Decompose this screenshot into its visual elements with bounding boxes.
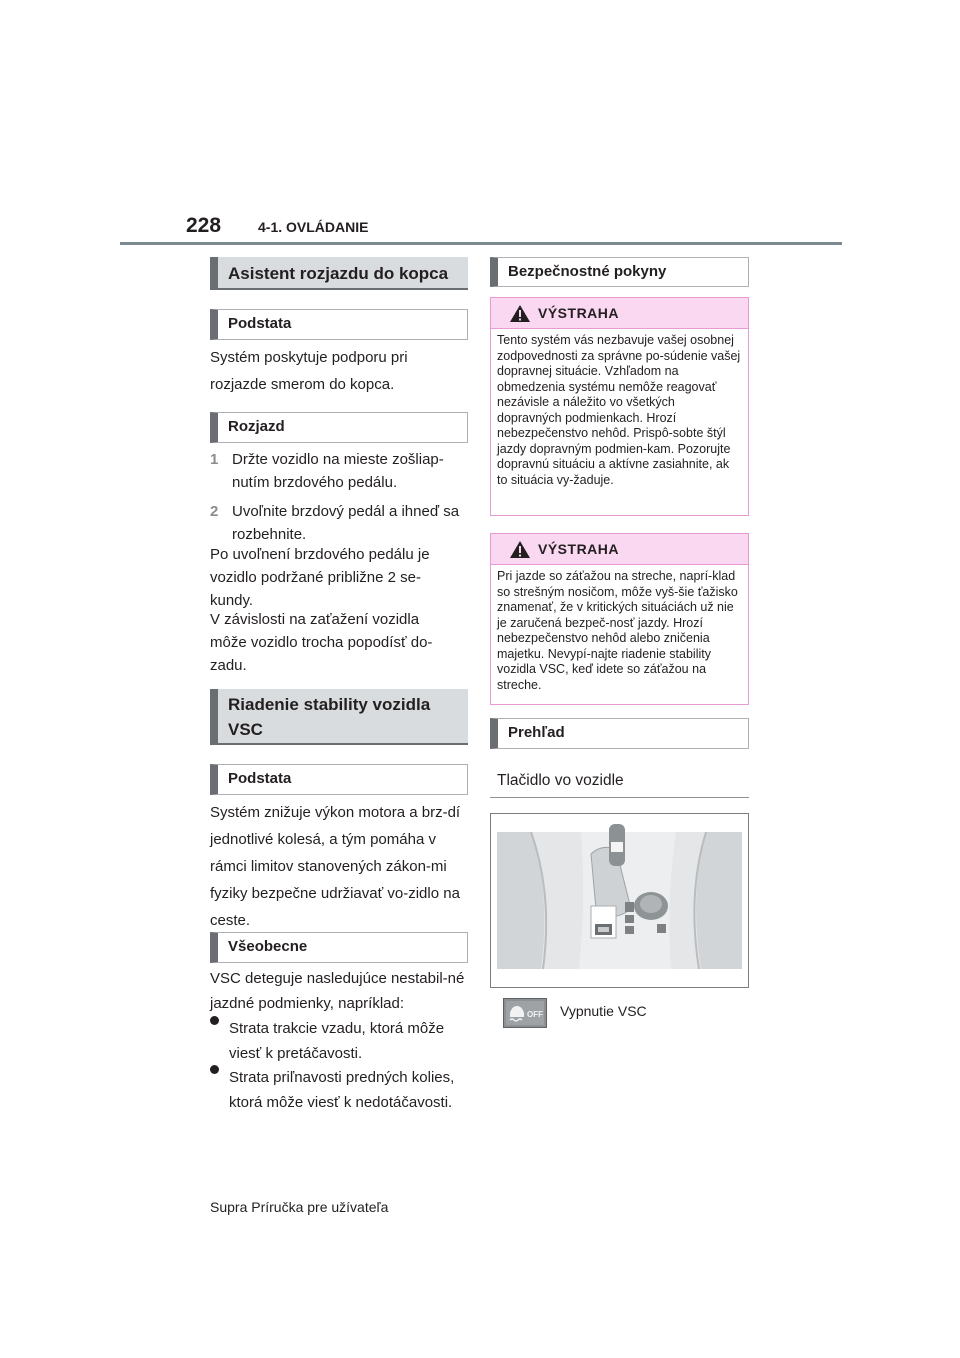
center-console-illustration: [491, 814, 748, 987]
warning-text: Pri jazde so záťažou na streche, naprí-klad so strešným nosičom, môže vyš-šie ťažisko znamenať, že v kritických situáciách už nie je zaručená bezpeč-nosť jazdy. Hrozí nebezpečenstvo nehôd alebo zničenia majetku. Nevypí-najte riadenie stability vozidla VSC, keď idete so záťažou na streche.: [497, 569, 738, 692]
vseobecne-text: VSC deteguje nasledujúce nestabil-né jazdné podmienky, napríklad:: [210, 970, 465, 1012]
footer-manual-title: Supra Príručka pre užívateľa: [210, 1199, 389, 1215]
warning-text: Tento systém vás nezbavuje vašej osobnej zodpovednosti za správne po-súdenie vašej dopravnej situácie. Vzhľadom na obmedzenia systému nemôže reagovať nezávisle a náležito vo všetkých dopravných podmienkach. Hrozí nebezpečenstvo nehôd. Prispô-sobte štýl jazdy dopravným podmien-kam. Pozorujte dopravnú situáciu a aktívne zasiahnite, ak to situácia vy-žaduje.: [497, 333, 741, 487]
warning-triangle-icon: [509, 540, 531, 559]
bullet-item: Strata priľnavosti predných kolies, ktorá môže viesť k nedotáčavosti.: [210, 1065, 472, 1115]
step-number: 1: [210, 451, 219, 468]
bullet-icon: [210, 1065, 219, 1074]
warning-label: VÝSTRAHA: [538, 541, 620, 557]
vsc-off-caption: Vypnutie VSC: [560, 1003, 647, 1019]
section-title-vsc: Riadenie stability vozidla VSC: [210, 689, 468, 745]
subsection-title-podstata-vsc: Podstata: [210, 764, 468, 795]
step-text: Držte vozidlo na mieste zošliap-nutím brzdového pedálu.: [232, 451, 444, 491]
off-text: OFF: [527, 1010, 543, 1019]
step-2: [210, 500, 468, 546]
warning-header: [491, 298, 748, 329]
paragraph-hold-time: Po uvoľnení brzdového pedálu je vozidlo podržané približne 2 se-kundy.: [210, 546, 430, 609]
paragraph-rollback: V závislosti na zaťažení vozidla môže vozidlo trocha popodísť do-zadu.: [210, 611, 433, 674]
step-number: 2: [210, 503, 219, 520]
interior-photo: [490, 813, 749, 988]
subsection-title-rozjazd: Rozjazd: [210, 412, 468, 443]
vsc-description: Systém znižuje výkon motora a brz-dí jednotlivé kolesá, a tým pomáha v rámci limitov stanovených zákon-mi fyziky bezpečne udržiavať vo-zidlo na ceste.: [210, 804, 461, 929]
podstata-text: Systém poskytuje podporu pri rozjazde smerom do kopca.: [210, 349, 408, 393]
warning-header: [491, 534, 748, 565]
header-divider: [120, 242, 842, 245]
subsection-title-vseobecne: Všeobecne: [210, 932, 468, 963]
step-text: Uvoľnite brzdový pedál a ihneď sa rozbehnite.: [232, 503, 460, 543]
bullet-item: Strata trakcie vzadu, ktorá môže viesť k pretáčavosti.: [210, 1016, 472, 1066]
bullet-icon: [210, 1016, 219, 1025]
subsection-title-podstata: Podstata: [210, 309, 468, 340]
skid-car-icon: [504, 999, 546, 1027]
warning-box-1: [490, 297, 749, 516]
chapter-title: 4-1. OVLÁDANIE: [258, 219, 369, 235]
warning-box-2: [490, 533, 749, 705]
warning-triangle-icon: [509, 304, 531, 323]
page-number: 228: [186, 214, 222, 237]
subsection-title-safety: Bezpečnostné pokyny: [490, 257, 749, 287]
step-1: [210, 448, 468, 494]
subsection-title-prehlad: Prehľad: [490, 718, 749, 749]
warning-label: VÝSTRAHA: [538, 305, 620, 321]
section-title-hill-start: Asistent rozjazdu do kopca: [210, 257, 468, 290]
button-heading: Tlačidlo vo vozidle: [490, 772, 749, 798]
vsc-off-button-icon: [503, 998, 547, 1028]
